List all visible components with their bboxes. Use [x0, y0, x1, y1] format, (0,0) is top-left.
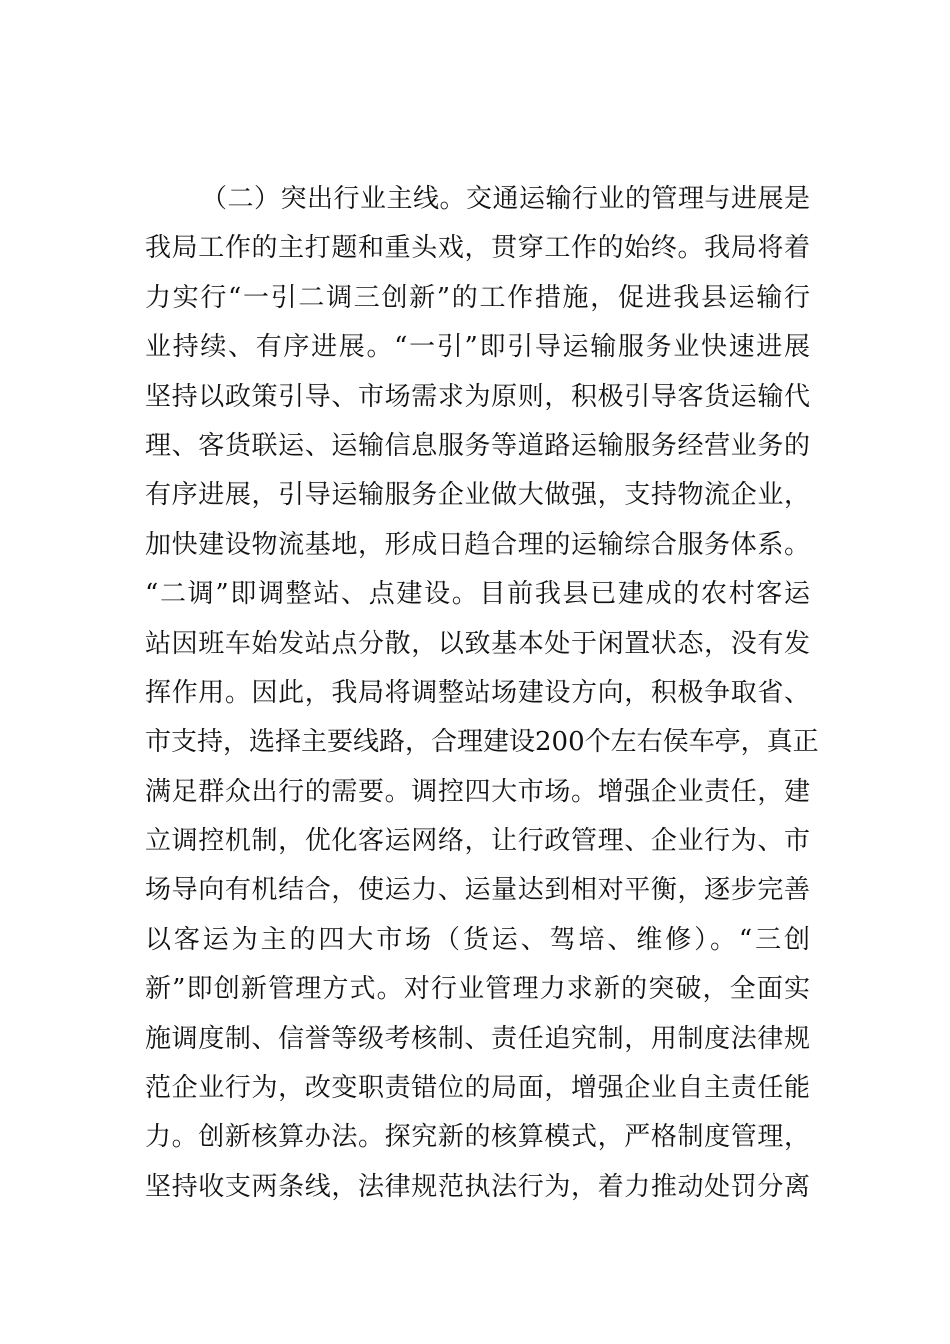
- paragraph-line: 有序进展，引导运输服务企业做大做强，支持物流企业，: [145, 480, 810, 511]
- paragraph-line: 坚持收支两条线，法律规范执法行为，着力推动处罚分离: [145, 1171, 810, 1202]
- paragraph-line: 场导向有机结合，使运力、运量达到相对平衡，逐步完善: [145, 875, 810, 906]
- paragraph-line: 以客运为主的四大市场（货运、驾培、维修）。“三创: [145, 924, 810, 955]
- paragraph-line: 力。创新核算办法。探究新的核算模式，严格制度管理，: [145, 1122, 810, 1153]
- paragraph-line: 业持续、有序进展。“一引”即引导运输服务业快速进展: [145, 332, 810, 363]
- paragraph-line: 加快建设物流基地，形成日趋合理的运输综合服务体系。: [145, 529, 810, 560]
- paragraph-line: 挥作用。因此，我局将调整站场建设方向，积极争取省、: [145, 677, 810, 708]
- paragraph-line: 理、客货联运、运输信息服务等道路运输服务经营业务的: [145, 430, 810, 461]
- paragraph-line: 立调控机制，优化客运网络，让行政管理、企业行为、市: [145, 826, 810, 857]
- paragraph-line: 满足群众出行的需要。调控四大市场。增强企业责任，建: [145, 776, 810, 807]
- paragraph-line: 坚持以政策引导、市场需求为原则，积极引导客货运输代: [145, 381, 810, 412]
- paragraph-line: 站因班车始发站点分散，以致基本处于闲置状态，没有发: [145, 628, 810, 659]
- paragraph-line: 范企业行为，改变职责错位的局面，增强企业自主责任能: [145, 1073, 810, 1104]
- paragraph-line: （二）突出行业主线。交通运输行业的管理与进展是: [201, 184, 810, 214]
- paragraph-line: 我局工作的主打题和重头戏，贯穿工作的始终。我局将着: [145, 233, 810, 264]
- paragraph-line: 市支持，选择主要线路，合理建设200个左右侯车亭，真正: [145, 727, 819, 758]
- paragraph-line: 施调度制、信誉等级考核制、责任追究制，用制度法律规: [145, 1023, 810, 1054]
- body-paragraph: [145, 175, 819, 1212]
- paragraph-line: 力实行“一引二调三创新”的工作措施，促进我县运输行: [145, 282, 810, 313]
- paragraph-line: “二调”即调整站、点建设。目前我县已建成的农村客运: [145, 579, 810, 610]
- paragraph-line: 新”即创新管理方式。对行业管理力求新的突破，全面实: [145, 974, 810, 1005]
